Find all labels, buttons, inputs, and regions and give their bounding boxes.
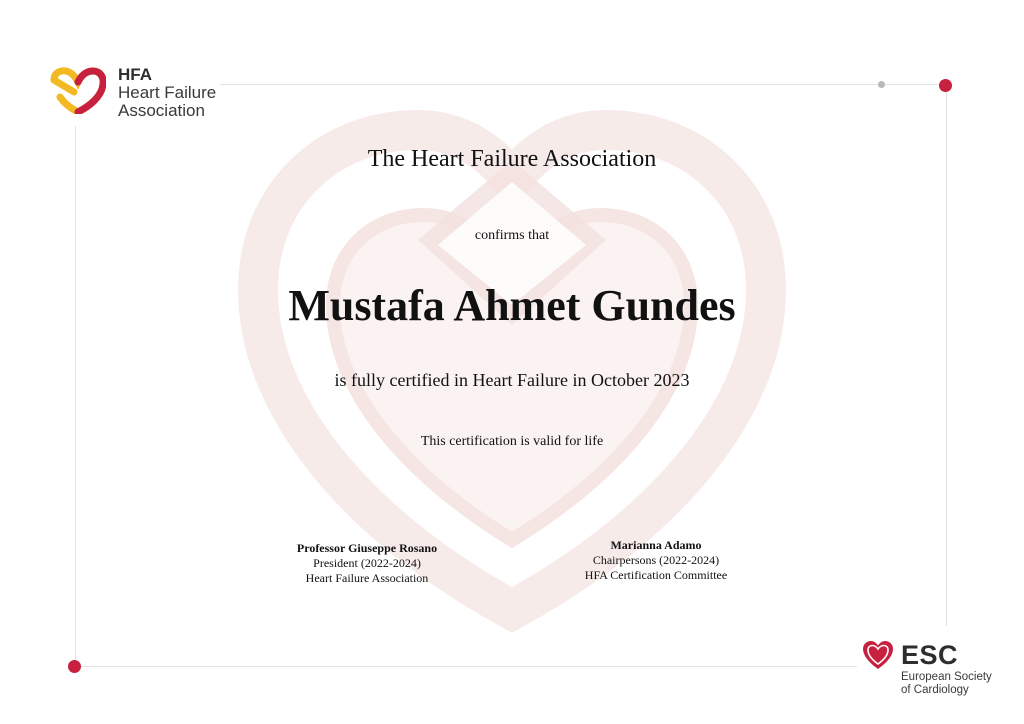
hfa-heart-icon (50, 66, 106, 114)
hfa-name-line1: Heart Failure (118, 82, 217, 102)
organization-title: The Heart Failure Association (367, 146, 657, 172)
confirms-text: confirms that (474, 228, 550, 243)
signatory-role: Chairpersons (2022-2024) (592, 553, 720, 567)
frame-dot-top-right (939, 79, 952, 92)
signatory-role: President (2022-2024) (313, 556, 421, 570)
frame-bottom-line (75, 666, 857, 667)
signatory-president (267, 541, 467, 586)
hfa-name-line2: Association (118, 100, 205, 120)
frame-dot-small (878, 81, 885, 88)
frame-left-line (75, 126, 76, 666)
validity-text: This certification is valid for life (420, 434, 604, 449)
esc-name-line1: European Society (901, 671, 992, 683)
esc-heart-icon (861, 639, 895, 671)
certification-statement: is fully certified in Heart Failure in October 2023 (334, 370, 690, 390)
esc-name-line2: of Cardiology (901, 684, 969, 697)
recipient-name: Mustafa Ahmet Gundes (288, 281, 736, 330)
signatory-chair (556, 538, 756, 583)
signatory-name: Marianna Adamo (610, 538, 702, 552)
signatory-org: Heart Failure Association (305, 571, 429, 585)
esc-abbr: ESC (901, 639, 959, 670)
signatory-name: Professor Giuseppe Rosano (296, 541, 438, 555)
hfa-logo (50, 66, 216, 120)
esc-logo (861, 639, 992, 697)
signatory-org: HFA Certification Committee (584, 568, 728, 582)
frame-dot-bottom-left (68, 660, 81, 673)
frame-top-line (220, 84, 946, 85)
hfa-abbr: HFA (118, 65, 152, 84)
